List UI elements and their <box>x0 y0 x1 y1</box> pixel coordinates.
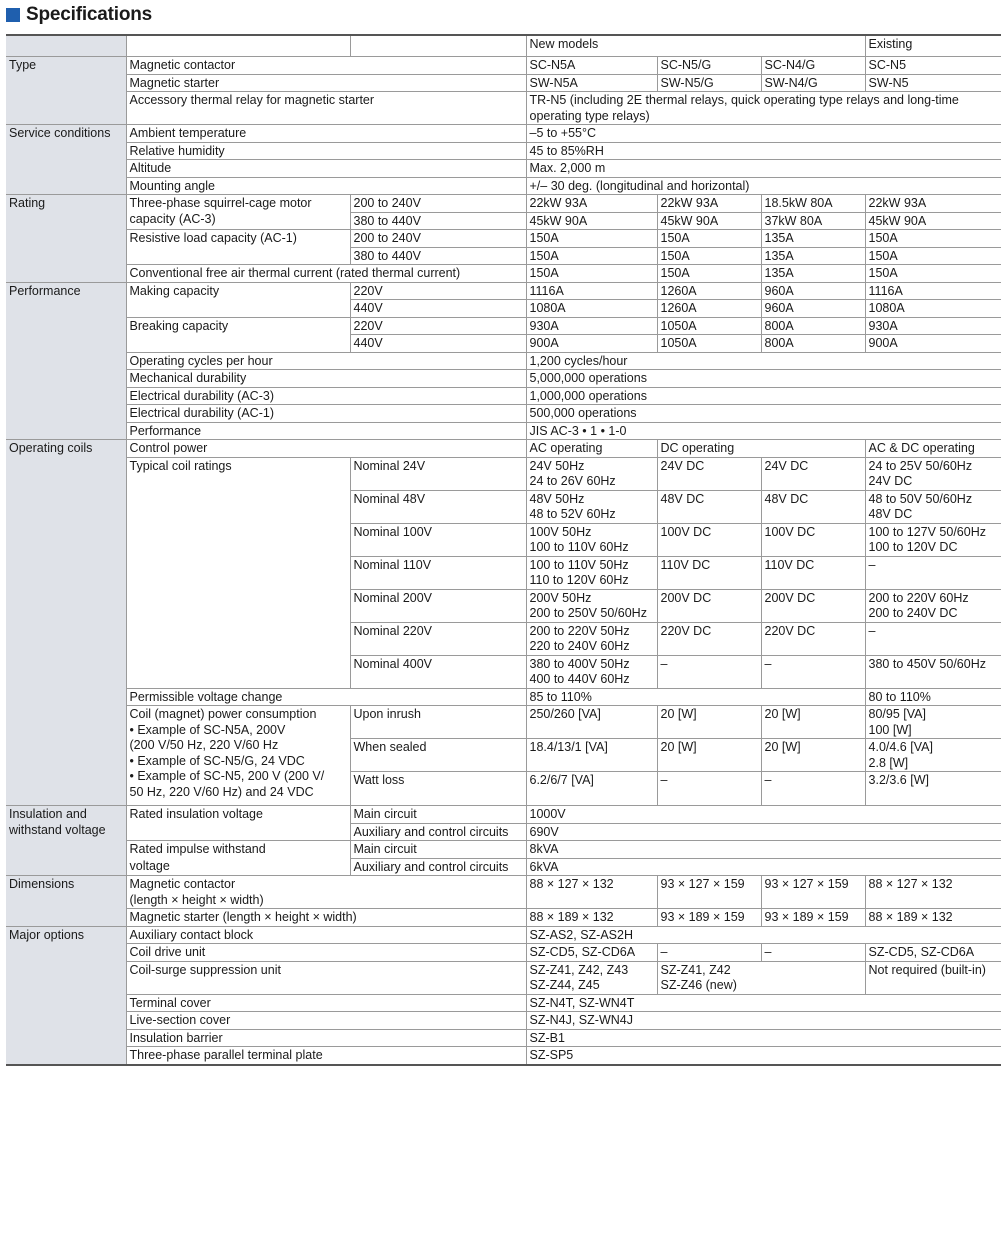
cell: 500,000 operations <box>526 405 1001 423</box>
sub-label: Nominal 100V <box>350 523 526 556</box>
row-label: Electrical durability (AC-1) <box>126 405 526 423</box>
cell: Not required (built-in) <box>865 961 1001 994</box>
sub-label: Main circuit <box>350 841 526 859</box>
cell: AC operating <box>526 440 657 458</box>
cell: 150A <box>865 247 1001 265</box>
cell: AC & DC operating <box>865 440 1001 458</box>
cell: 150A <box>526 247 657 265</box>
cell: 80 to 110% <box>865 688 1001 706</box>
cell: – <box>761 944 865 962</box>
cell: 88 × 127 × 132 <box>526 876 657 909</box>
table-row <box>6 457 1001 490</box>
cell: SZ-SP5 <box>526 1047 1001 1065</box>
cell: 200V 50Hz 200 to 250V 50/60Hz <box>526 589 657 622</box>
table-row <box>6 806 1001 824</box>
row-label: Three-phase parallel terminal plate <box>126 1047 526 1065</box>
table-row <box>6 1012 1001 1030</box>
cell: 1116A <box>526 282 657 300</box>
cell: 24 to 25V 50/60Hz 24V DC <box>865 457 1001 490</box>
row-label: Breaking capacity <box>126 317 350 352</box>
cell: 45kW 90A <box>526 212 657 230</box>
table-row <box>6 909 1001 927</box>
cell: 150A <box>865 230 1001 248</box>
cell: 48V DC <box>761 490 865 523</box>
header-blank <box>6 35 126 57</box>
row-label: Permissible voltage change <box>126 688 526 706</box>
cell: 6.2/6/7 [VA] <box>526 772 657 806</box>
cell: 1080A <box>526 300 657 318</box>
table-row <box>6 92 1001 125</box>
category-performance: Performance <box>6 282 126 440</box>
row-label: Accessory thermal relay for magnetic starter <box>126 92 526 125</box>
sub-label: Upon inrush <box>350 706 526 739</box>
cell: 150A <box>865 265 1001 283</box>
table-row <box>6 142 1001 160</box>
cell: +/– 30 deg. (longitudinal and horizontal) <box>526 177 1001 195</box>
cell: 22kW 93A <box>526 195 657 213</box>
row-label: Operating cycles per hour <box>126 352 526 370</box>
header-blank <box>126 35 350 57</box>
cell: 24V DC <box>761 457 865 490</box>
row-label: Live-section cover <box>126 1012 526 1030</box>
cell: DC operating <box>657 440 865 458</box>
sub-label: Main circuit <box>350 806 526 824</box>
sub-label: 200 to 240V <box>350 195 526 213</box>
sub-label: Auxiliary and control circuits <box>350 858 526 876</box>
cell: 380 to 450V 50/60Hz <box>865 655 1001 688</box>
row-label: Magnetic starter <box>126 74 526 92</box>
cell: 1260A <box>657 300 761 318</box>
cell: SZ-Z41, Z42, Z43 SZ-Z44, Z45 <box>526 961 657 994</box>
cell: 18.5kW 80A <box>761 195 865 213</box>
cell: SW-N5 <box>865 74 1001 92</box>
cell: 45kW 90A <box>657 212 761 230</box>
cell: 150A <box>657 265 761 283</box>
header-new-models: New models <box>526 35 865 57</box>
cell: 45kW 90A <box>865 212 1001 230</box>
table-row <box>6 841 1001 859</box>
cell: 200 to 220V 50Hz 220 to 240V 60Hz <box>526 622 657 655</box>
cell: 220V DC <box>657 622 761 655</box>
row-label: Control power <box>126 440 526 458</box>
cell: 150A <box>526 230 657 248</box>
page-title: Specifications <box>26 4 153 25</box>
cell: 1260A <box>657 282 761 300</box>
cell: 1080A <box>865 300 1001 318</box>
table-row <box>6 1029 1001 1047</box>
table-row <box>6 57 1001 75</box>
cell: 960A <box>761 282 865 300</box>
category-service-conditions: Service conditions <box>6 125 126 195</box>
cell: 930A <box>526 317 657 335</box>
category-type: Type <box>6 57 126 125</box>
cell: 20 [W] <box>761 739 865 772</box>
sub-label: Nominal 24V <box>350 457 526 490</box>
row-label: Typical coil ratings <box>126 457 350 688</box>
cell: 1050A <box>657 317 761 335</box>
sub-label: 440V <box>350 300 526 318</box>
section-title <box>6 2 152 28</box>
cell: SW-N4/G <box>761 74 865 92</box>
cell: JIS AC-3 • 1 • 1-0 <box>526 422 1001 440</box>
cell: – <box>657 655 761 688</box>
cell: 24V DC <box>657 457 761 490</box>
row-label: Altitude <box>126 160 526 178</box>
cell: SC-N5A <box>526 57 657 75</box>
cell: SZ-N4J, SZ-WN4J <box>526 1012 1001 1030</box>
cell: 380 to 400V 50Hz 400 to 440V 60Hz <box>526 655 657 688</box>
cell: 8kVA <box>526 841 1001 859</box>
cell: 900A <box>865 335 1001 353</box>
table-row <box>6 282 1001 300</box>
table-row <box>6 352 1001 370</box>
header-existing: Existing <box>865 35 1001 57</box>
cell: 690V <box>526 823 1001 841</box>
row-label: Coil (magnet) power consumption • Example of SC-N5A, 200V (200 V/50 Hz, 220 V/60 Hz • Example of SC-N5/G, 24 VDC • Example of SC-N5, 200 V (200 V/ 50 Hz, 220 V/60 Hz) and 24 VDC <box>126 706 350 806</box>
cell: 200V DC <box>761 589 865 622</box>
cell: 960A <box>761 300 865 318</box>
cell: SC-N4/G <box>761 57 865 75</box>
cell: 5,000,000 operations <box>526 370 1001 388</box>
cell: 88 × 189 × 132 <box>865 909 1001 927</box>
cell: 22kW 93A <box>865 195 1001 213</box>
cell: – <box>865 622 1001 655</box>
table-row <box>6 706 1001 739</box>
cell: 100 to 127V 50/60Hz 100 to 120V DC <box>865 523 1001 556</box>
sub-label: 200 to 240V <box>350 230 526 248</box>
table-row <box>6 1047 1001 1065</box>
cell: SZ-CD5, SZ-CD6A <box>526 944 657 962</box>
table-row <box>6 230 1001 248</box>
cell: 4.0/4.6 [VA] 2.8 [W] <box>865 739 1001 772</box>
cell: SZ-B1 <box>526 1029 1001 1047</box>
cell: 20 [W] <box>761 706 865 739</box>
row-label: Coil drive unit <box>126 944 526 962</box>
category-major-options: Major options <box>6 926 126 1065</box>
cell: 220V DC <box>761 622 865 655</box>
sub-label: Auxiliary and control circuits <box>350 823 526 841</box>
cell: – <box>657 944 761 962</box>
cell: 110V DC <box>761 556 865 589</box>
sub-label: Nominal 400V <box>350 655 526 688</box>
row-label: Performance <box>126 422 526 440</box>
category-dimensions: Dimensions <box>6 876 126 927</box>
sub-label: Nominal 200V <box>350 589 526 622</box>
table-row <box>6 688 1001 706</box>
table-header-row <box>6 35 1001 57</box>
row-label: Mechanical durability <box>126 370 526 388</box>
table-row <box>6 125 1001 143</box>
cell: 200 to 220V 60Hz 200 to 240V DC <box>865 589 1001 622</box>
cell: 250/260 [VA] <box>526 706 657 739</box>
cell: SZ-Z41, Z42 SZ-Z46 (new) <box>657 961 865 994</box>
sub-label: 220V <box>350 282 526 300</box>
table-row <box>6 876 1001 909</box>
sub-label: 380 to 440V <box>350 212 526 230</box>
cell: 100 to 110V 50Hz 110 to 120V 60Hz <box>526 556 657 589</box>
cell: 20 [W] <box>657 739 761 772</box>
cell: 150A <box>526 265 657 283</box>
cell: 48 to 50V 50/60Hz 48V DC <box>865 490 1001 523</box>
sub-label: 380 to 440V <box>350 247 526 265</box>
cell: 45 to 85%RH <box>526 142 1001 160</box>
row-label: Conventional free air thermal current (rated thermal current) <box>126 265 526 283</box>
cell: – <box>865 556 1001 589</box>
row-label: Rated insulation voltage <box>126 806 350 841</box>
table-row <box>6 195 1001 213</box>
table-row <box>6 422 1001 440</box>
table-row <box>6 440 1001 458</box>
cell: 800A <box>761 335 865 353</box>
table-row <box>6 944 1001 962</box>
row-label: Mounting angle <box>126 177 526 195</box>
cell: 24V 50Hz 24 to 26V 60Hz <box>526 457 657 490</box>
cell: 1000V <box>526 806 1001 824</box>
cell: 18.4/13/1 [VA] <box>526 739 657 772</box>
sub-label: Nominal 220V <box>350 622 526 655</box>
cell: 200V DC <box>657 589 761 622</box>
cell: 135A <box>761 247 865 265</box>
square-bullet-icon <box>6 8 20 22</box>
table-row <box>6 74 1001 92</box>
cell: 1116A <box>865 282 1001 300</box>
cell: 150A <box>657 230 761 248</box>
cell: SZ-CD5, SZ-CD6A <box>865 944 1001 962</box>
category-rating: Rating <box>6 195 126 283</box>
cell: 22kW 93A <box>657 195 761 213</box>
table-row <box>6 994 1001 1012</box>
row-label: Rated impulse withstand <box>126 841 350 859</box>
table-row <box>6 926 1001 944</box>
cell: 85 to 110% <box>526 688 865 706</box>
cell: 1,200 cycles/hour <box>526 352 1001 370</box>
cell: 93 × 189 × 159 <box>657 909 761 927</box>
cell: 930A <box>865 317 1001 335</box>
sub-label: 220V <box>350 317 526 335</box>
row-label: Auxiliary contact block <box>126 926 526 944</box>
row-label: Three-phase squirrel-cage motor capacity (AC-3) <box>126 195 350 230</box>
cell: 1050A <box>657 335 761 353</box>
cell: 88 × 127 × 132 <box>865 876 1001 909</box>
cell: 135A <box>761 230 865 248</box>
row-label: Terminal cover <box>126 994 526 1012</box>
table-row <box>6 160 1001 178</box>
row-label: Electrical durability (AC-3) <box>126 387 526 405</box>
cell: –5 to +55°C <box>526 125 1001 143</box>
table-row <box>6 858 1001 876</box>
cell: 48V 50Hz 48 to 52V 60Hz <box>526 490 657 523</box>
sub-label: Nominal 48V <box>350 490 526 523</box>
cell: SZ-AS2, SZ-AS2H <box>526 926 1001 944</box>
cell: 6kVA <box>526 858 1001 876</box>
cell: 900A <box>526 335 657 353</box>
row-label: Relative humidity <box>126 142 526 160</box>
sub-label: Nominal 110V <box>350 556 526 589</box>
row-label: Coil-surge suppression unit <box>126 961 526 994</box>
cell: SC-N5 <box>865 57 1001 75</box>
cell: SW-N5A <box>526 74 657 92</box>
cell: 80/95 [VA] 100 [W] <box>865 706 1001 739</box>
specifications-table <box>6 34 1001 1066</box>
table-row <box>6 405 1001 423</box>
cell: 100V DC <box>761 523 865 556</box>
cell: Max. 2,000 m <box>526 160 1001 178</box>
cell: 150A <box>657 247 761 265</box>
row-label: Resistive load capacity (AC-1) <box>126 230 350 265</box>
cell: 100V 50Hz 100 to 110V 60Hz <box>526 523 657 556</box>
table-row <box>6 370 1001 388</box>
table-row <box>6 177 1001 195</box>
cell: 93 × 127 × 159 <box>657 876 761 909</box>
category-operating-coils: Operating coils <box>6 440 126 806</box>
row-label: Making capacity <box>126 282 350 317</box>
row-label: Insulation barrier <box>126 1029 526 1047</box>
cell: TR-N5 (including 2E thermal relays, quick operating type relays and long-time operating type relays) <box>526 92 1001 125</box>
row-label: Magnetic contactor <box>126 57 526 75</box>
table-row <box>6 265 1001 283</box>
sub-label: 440V <box>350 335 526 353</box>
cell: 100V DC <box>657 523 761 556</box>
row-label: Magnetic contactor (length × height × width) <box>126 876 526 909</box>
category-insulation: Insulation and withstand voltage <box>6 806 126 876</box>
table-row <box>6 387 1001 405</box>
row-label: Ambient temperature <box>126 125 526 143</box>
cell: 88 × 189 × 132 <box>526 909 657 927</box>
table-row <box>6 317 1001 335</box>
header-blank <box>350 35 526 57</box>
cell: SC-N5/G <box>657 57 761 75</box>
row-label: voltage <box>126 858 350 876</box>
cell: 135A <box>761 265 865 283</box>
cell: SZ-N4T, SZ-WN4T <box>526 994 1001 1012</box>
cell: – <box>657 772 761 806</box>
cell: 20 [W] <box>657 706 761 739</box>
cell: 3.2/3.6 [W] <box>865 772 1001 806</box>
sub-label: Watt loss <box>350 772 526 806</box>
cell: SW-N5/G <box>657 74 761 92</box>
cell: – <box>761 772 865 806</box>
cell: 800A <box>761 317 865 335</box>
cell: – <box>761 655 865 688</box>
cell: 1,000,000 operations <box>526 387 1001 405</box>
cell: 110V DC <box>657 556 761 589</box>
cell: 93 × 189 × 159 <box>761 909 865 927</box>
cell: 93 × 127 × 159 <box>761 876 865 909</box>
cell: 48V DC <box>657 490 761 523</box>
table-row <box>6 961 1001 994</box>
sub-label: When sealed <box>350 739 526 772</box>
row-label: Magnetic starter (length × height × width) <box>126 909 526 927</box>
cell: 37kW 80A <box>761 212 865 230</box>
